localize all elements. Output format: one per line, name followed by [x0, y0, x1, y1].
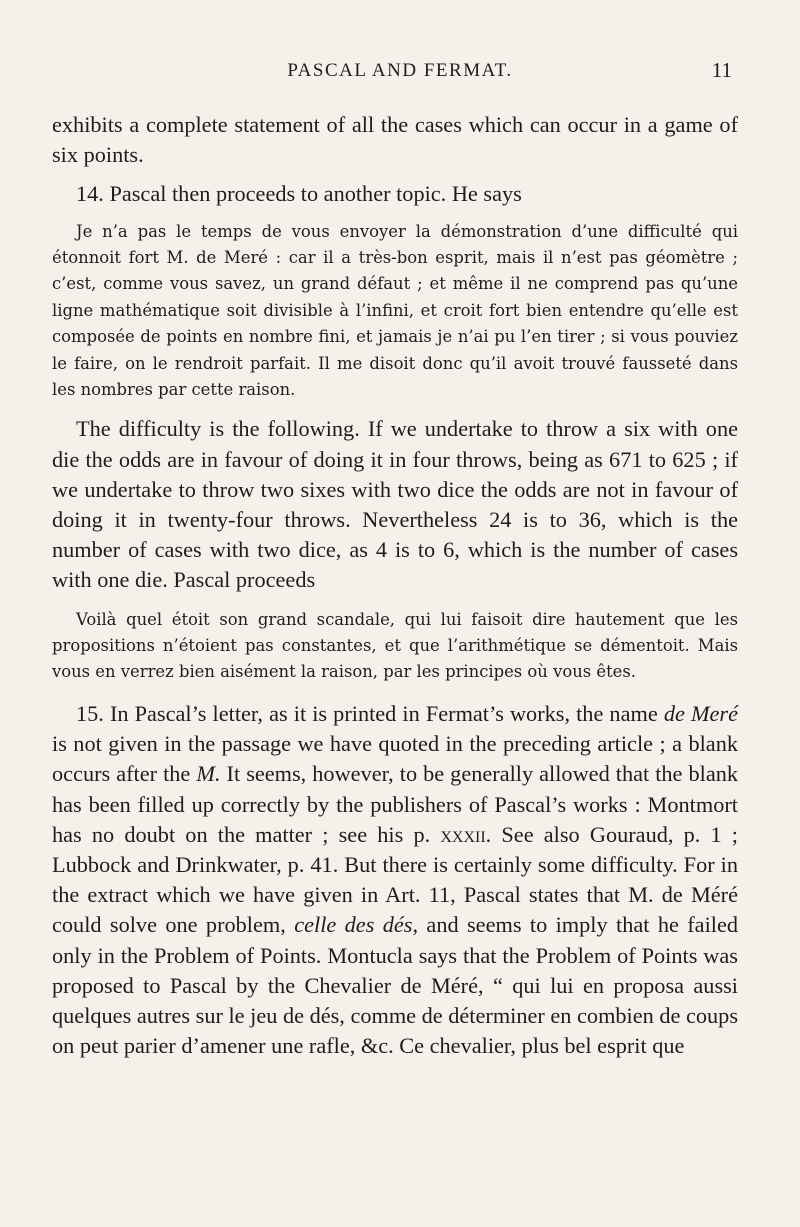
- french-quotation-2: Voilà quel étoit son grand scandale, qui lui faisoit dire hautement que les propositions n’étoient pas constantes, et que l’arithmétique se démentoit. Mais vous en verrez bien aisément la raison, par les principes où vous êtes.: [52, 609, 738, 682]
- italic-initial: M.: [196, 761, 221, 787]
- text-run: . See also Gouraud, p. 1 ; Lubbock and Drinkwater, p. 41. But there is certainly some difficulty. For in the extract which we have given in Art. 11, Pascal states that M. de Méré could solve one problem,: [52, 821, 738, 938]
- paragraph-continuation: exhibits a complete statement of all the cases which can occur in a game of six points.: [52, 112, 738, 168]
- roman-page-ref: xxxii: [440, 821, 486, 847]
- paragraph-article-14: 14. Pascal then proceeds to another topic. He says: [76, 181, 522, 207]
- text-run: 15. In Pascal’s letter, as it is printed in Fermat’s works, the name: [76, 700, 658, 726]
- text-run: is not given in the passage we have quoted in the preceding article ; a blank occurs after the: [52, 731, 738, 787]
- italic-name: de Meré: [663, 700, 738, 726]
- text-run: It seems, however, to be generally allowed that the blank has been filled up correctly by the publishers of Pascal’s works : Montmort has no doubt on the matter ; see his p.: [52, 761, 739, 847]
- running-title: PASCAL AND FERMAT.: [287, 60, 513, 81]
- italic-phrase: celle des dés: [294, 912, 413, 938]
- paragraph-difficulty: The difficulty is the following. If we undertake to throw a six with one die the odds are in favour of doing it in four throws, being as 671 to 625 ; if we undertake to throw two sixes with two dice the odds are not in favour of doing it in twenty-four throws. Nevertheless 24 is to 36, which is the number of cases with two dice, as 4 is to 6, which is the number of cases with one die. Pascal proceeds: [52, 416, 738, 593]
- page-body: [52, 110, 738, 1061]
- text-run: , and seems to imply that he failed only in the Problem of Points. Montucla says that the Problem of Points was proposed to Pascal by the Chevalier de Méré, “ qui lui en proposa aussi quelques autres sur le jeu de dés, comme de déterminer en combien de coups on peut parier d’amener une rafle, &c. Ce chevalier, plus bel esprit que: [52, 912, 739, 1059]
- running-head: [0, 58, 800, 88]
- french-quotation-1: Je n’a pas le temps de vous envoyer la démonstration d’une difficulté qui étonnoit fort M. de Meré : car il a très-bon esprit, mais il n’est pas géomètre ; c’est, comme vous savez, un grand défaut ; et même il ne comprend pas qu’une ligne mathématique soit divisible à l’infini, et croit fort bien entendre qu’elle est composée de points en nombre fini, et jamais je n’ai pu l’en tirer ; si vous pouviez le faire, on le rendroit parfait. Il me disoit donc qu’il avoit trouvé fausseté dans les nombres par cette raison.: [52, 221, 738, 400]
- paragraph-article-15: [52, 699, 738, 1061]
- page-number: 11: [711, 58, 732, 82]
